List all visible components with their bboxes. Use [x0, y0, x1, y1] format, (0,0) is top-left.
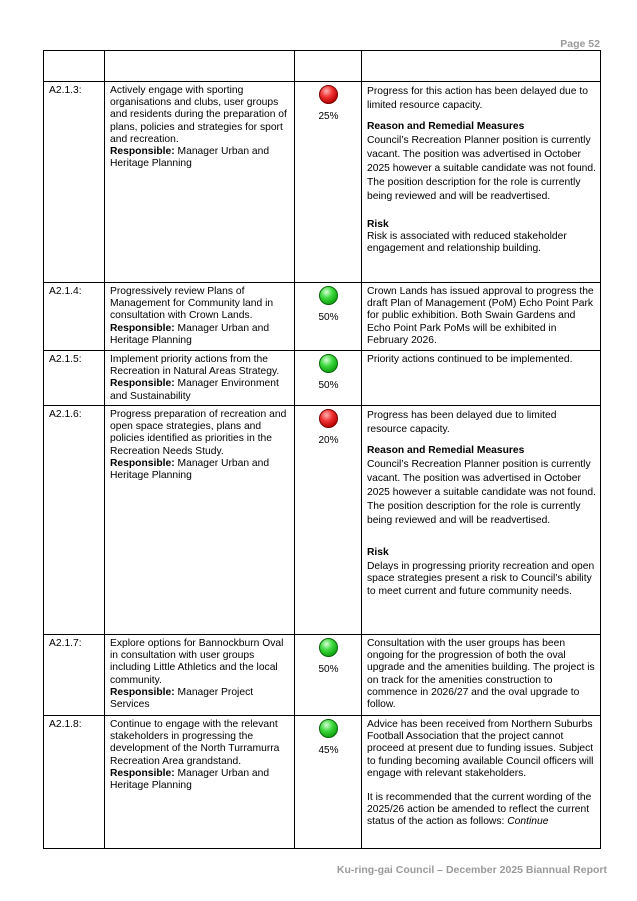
comment-intro: Progress for this action has been delayed due to limited resource capacity.	[367, 86, 588, 112]
action-description	[105, 82, 295, 283]
progress-comment	[362, 351, 601, 406]
comment-text: Consultation with the user groups has been ongoing for the progression of both the oval upgrade and the amenities building. The project is on track for the amenities construction to commence in 2026/27 and the oval upgrade to follow.	[367, 638, 595, 711]
progress-comment	[362, 716, 601, 849]
responsible-officer: Manager Urban and Heritage Planning	[110, 767, 270, 792]
action-description	[105, 635, 295, 716]
blank-cell	[105, 51, 295, 82]
blank-cell	[362, 51, 601, 82]
responsible-officer: Manager Environment and Sustainability	[110, 378, 279, 402]
responsible-label: Responsible:	[110, 767, 175, 779]
reason-text: Council’s Recreation Planner position is currently vacant. The position was advertised in October 2025 however a suitable candidate was not found. The position description for the role is currently being reviewed and will be readvertised.	[367, 134, 596, 203]
comment-text: Advice has been received from Northern Suburbs Football Association that the project cannot proceed at present due to funding issues. Subject to funding becoming available Council officers will engage with relevant stakeholders.	[367, 719, 594, 779]
green-status-light-icon	[319, 354, 338, 373]
progress-comment	[362, 635, 601, 716]
status-cell	[295, 635, 362, 716]
recommendation-continued: Continue	[507, 816, 549, 828]
status-cell	[295, 351, 362, 406]
table-row-a2-1-7	[44, 635, 601, 716]
page-number: Page 52	[560, 38, 600, 50]
responsible-label: Responsible:	[110, 457, 175, 469]
status-cell	[295, 406, 362, 635]
progress-percent: 45%	[318, 745, 339, 756]
action-code: A2.1.6:	[44, 406, 105, 635]
risk-heading: Risk	[367, 218, 389, 230]
action-text: Implement priority actions from the Recreation in Natural Areas Strategy.	[110, 354, 280, 378]
progress-comment	[362, 283, 601, 351]
blank-cell	[295, 51, 362, 82]
risk-text: Risk is associated with reduced stakeholder engagement and relationship building.	[367, 230, 567, 255]
recommendation-text: It is recommended that the current wording of the 2025/26 action be amended to reflect the current status of the action as follows:	[367, 792, 592, 828]
comment-text: Priority actions continued to be implemented.	[367, 354, 573, 365]
table-row-a2-1-6	[44, 406, 601, 635]
green-status-light-icon	[319, 286, 338, 305]
responsible-officer: Manager Urban and Heritage Planning	[110, 146, 270, 170]
action-text: Progressively review Plans of Management for Community land in consultation with Crown Lands.	[110, 286, 274, 322]
risk-heading: Risk	[367, 546, 389, 558]
action-description	[105, 283, 295, 351]
progress-comment	[362, 82, 601, 283]
progress-percent: 50%	[318, 664, 339, 675]
responsible-label: Responsible:	[110, 378, 175, 390]
responsible-label: Responsible:	[110, 322, 175, 334]
red-status-light-icon	[319, 409, 338, 428]
report-footer: Ku-ring-gai Council – December 2025 Biannual Report	[336, 864, 607, 876]
progress-percent: 50%	[318, 380, 339, 391]
responsible-label: Responsible:	[110, 686, 175, 698]
green-status-light-icon	[319, 719, 338, 738]
action-text: Progress preparation of recreation and open space strategies, plans and policies identified as priorities in the Recreation Needs Study.	[110, 409, 287, 457]
action-text: Continue to engage with the relevant stakeholders in progressing the development of the North Turramurra Recreation Area grandstand.	[110, 719, 280, 767]
action-progress-table	[43, 50, 601, 849]
status-cell	[295, 716, 362, 849]
action-description	[105, 351, 295, 406]
responsible-officer: Manager Project Services	[110, 686, 254, 711]
action-text: Actively engage with sporting organisations and clubs, user groups and residents during the preparation of plans, policies and strategies for sport and recreation.	[110, 85, 287, 145]
progress-percent: 25%	[318, 111, 339, 122]
action-code: A2.1.5:	[44, 351, 105, 406]
action-code: A2.1.7:	[44, 635, 105, 716]
reason-heading: Reason and Remedial Measures	[367, 121, 525, 133]
table-row-a2-1-4	[44, 283, 601, 351]
responsible-label: Responsible:	[110, 146, 175, 158]
responsible-officer: Manager Urban and Heritage Planning	[110, 322, 270, 346]
action-description	[105, 716, 295, 849]
action-description	[105, 406, 295, 635]
risk-text: Delays in progressing priority recreation and open space strategies present a risk to Council’s ability to meet current and future community needs.	[367, 560, 595, 597]
blank-cell	[44, 51, 105, 82]
progress-comment	[362, 406, 601, 635]
table-row-a2-1-5	[44, 351, 601, 406]
status-cell	[295, 82, 362, 283]
action-code: A2.1.3:	[44, 82, 105, 283]
progress-percent: 50%	[318, 312, 339, 323]
comment-recommendation	[367, 792, 596, 829]
status-cell	[295, 283, 362, 351]
table-row-a2-1-8	[44, 716, 601, 849]
table-row-a2-1-3	[44, 82, 601, 283]
reason-heading: Reason and Remedial Measures	[367, 445, 525, 457]
table-row-blank	[44, 51, 601, 82]
action-text: Explore options for Bannockburn Oval in consultation with user groups including Little Athletics and the local community.	[110, 638, 284, 686]
red-status-light-icon	[319, 85, 338, 104]
action-code: A2.1.4:	[44, 283, 105, 351]
reason-text: Council’s Recreation Planner position is currently vacant. The position was advertised in October 2025 however a suitable candidate was not found. The position description for the role is currently being reviewed and will be readvertised.	[367, 458, 596, 527]
action-code: A2.1.8:	[44, 716, 105, 849]
comment-text: Crown Lands has issued approval to progress the draft Plan of Management (PoM) Echo Point Park for public exhibition. Both Swain Gardens and Echo Point Park PoMs will be exhibited in February 2026.	[367, 286, 594, 346]
green-status-light-icon	[319, 638, 338, 657]
progress-percent: 20%	[318, 435, 339, 446]
comment-intro: Progress has been delayed due to limited resource capacity.	[367, 410, 557, 436]
responsible-officer: Manager Urban and Heritage Planning	[110, 457, 270, 482]
